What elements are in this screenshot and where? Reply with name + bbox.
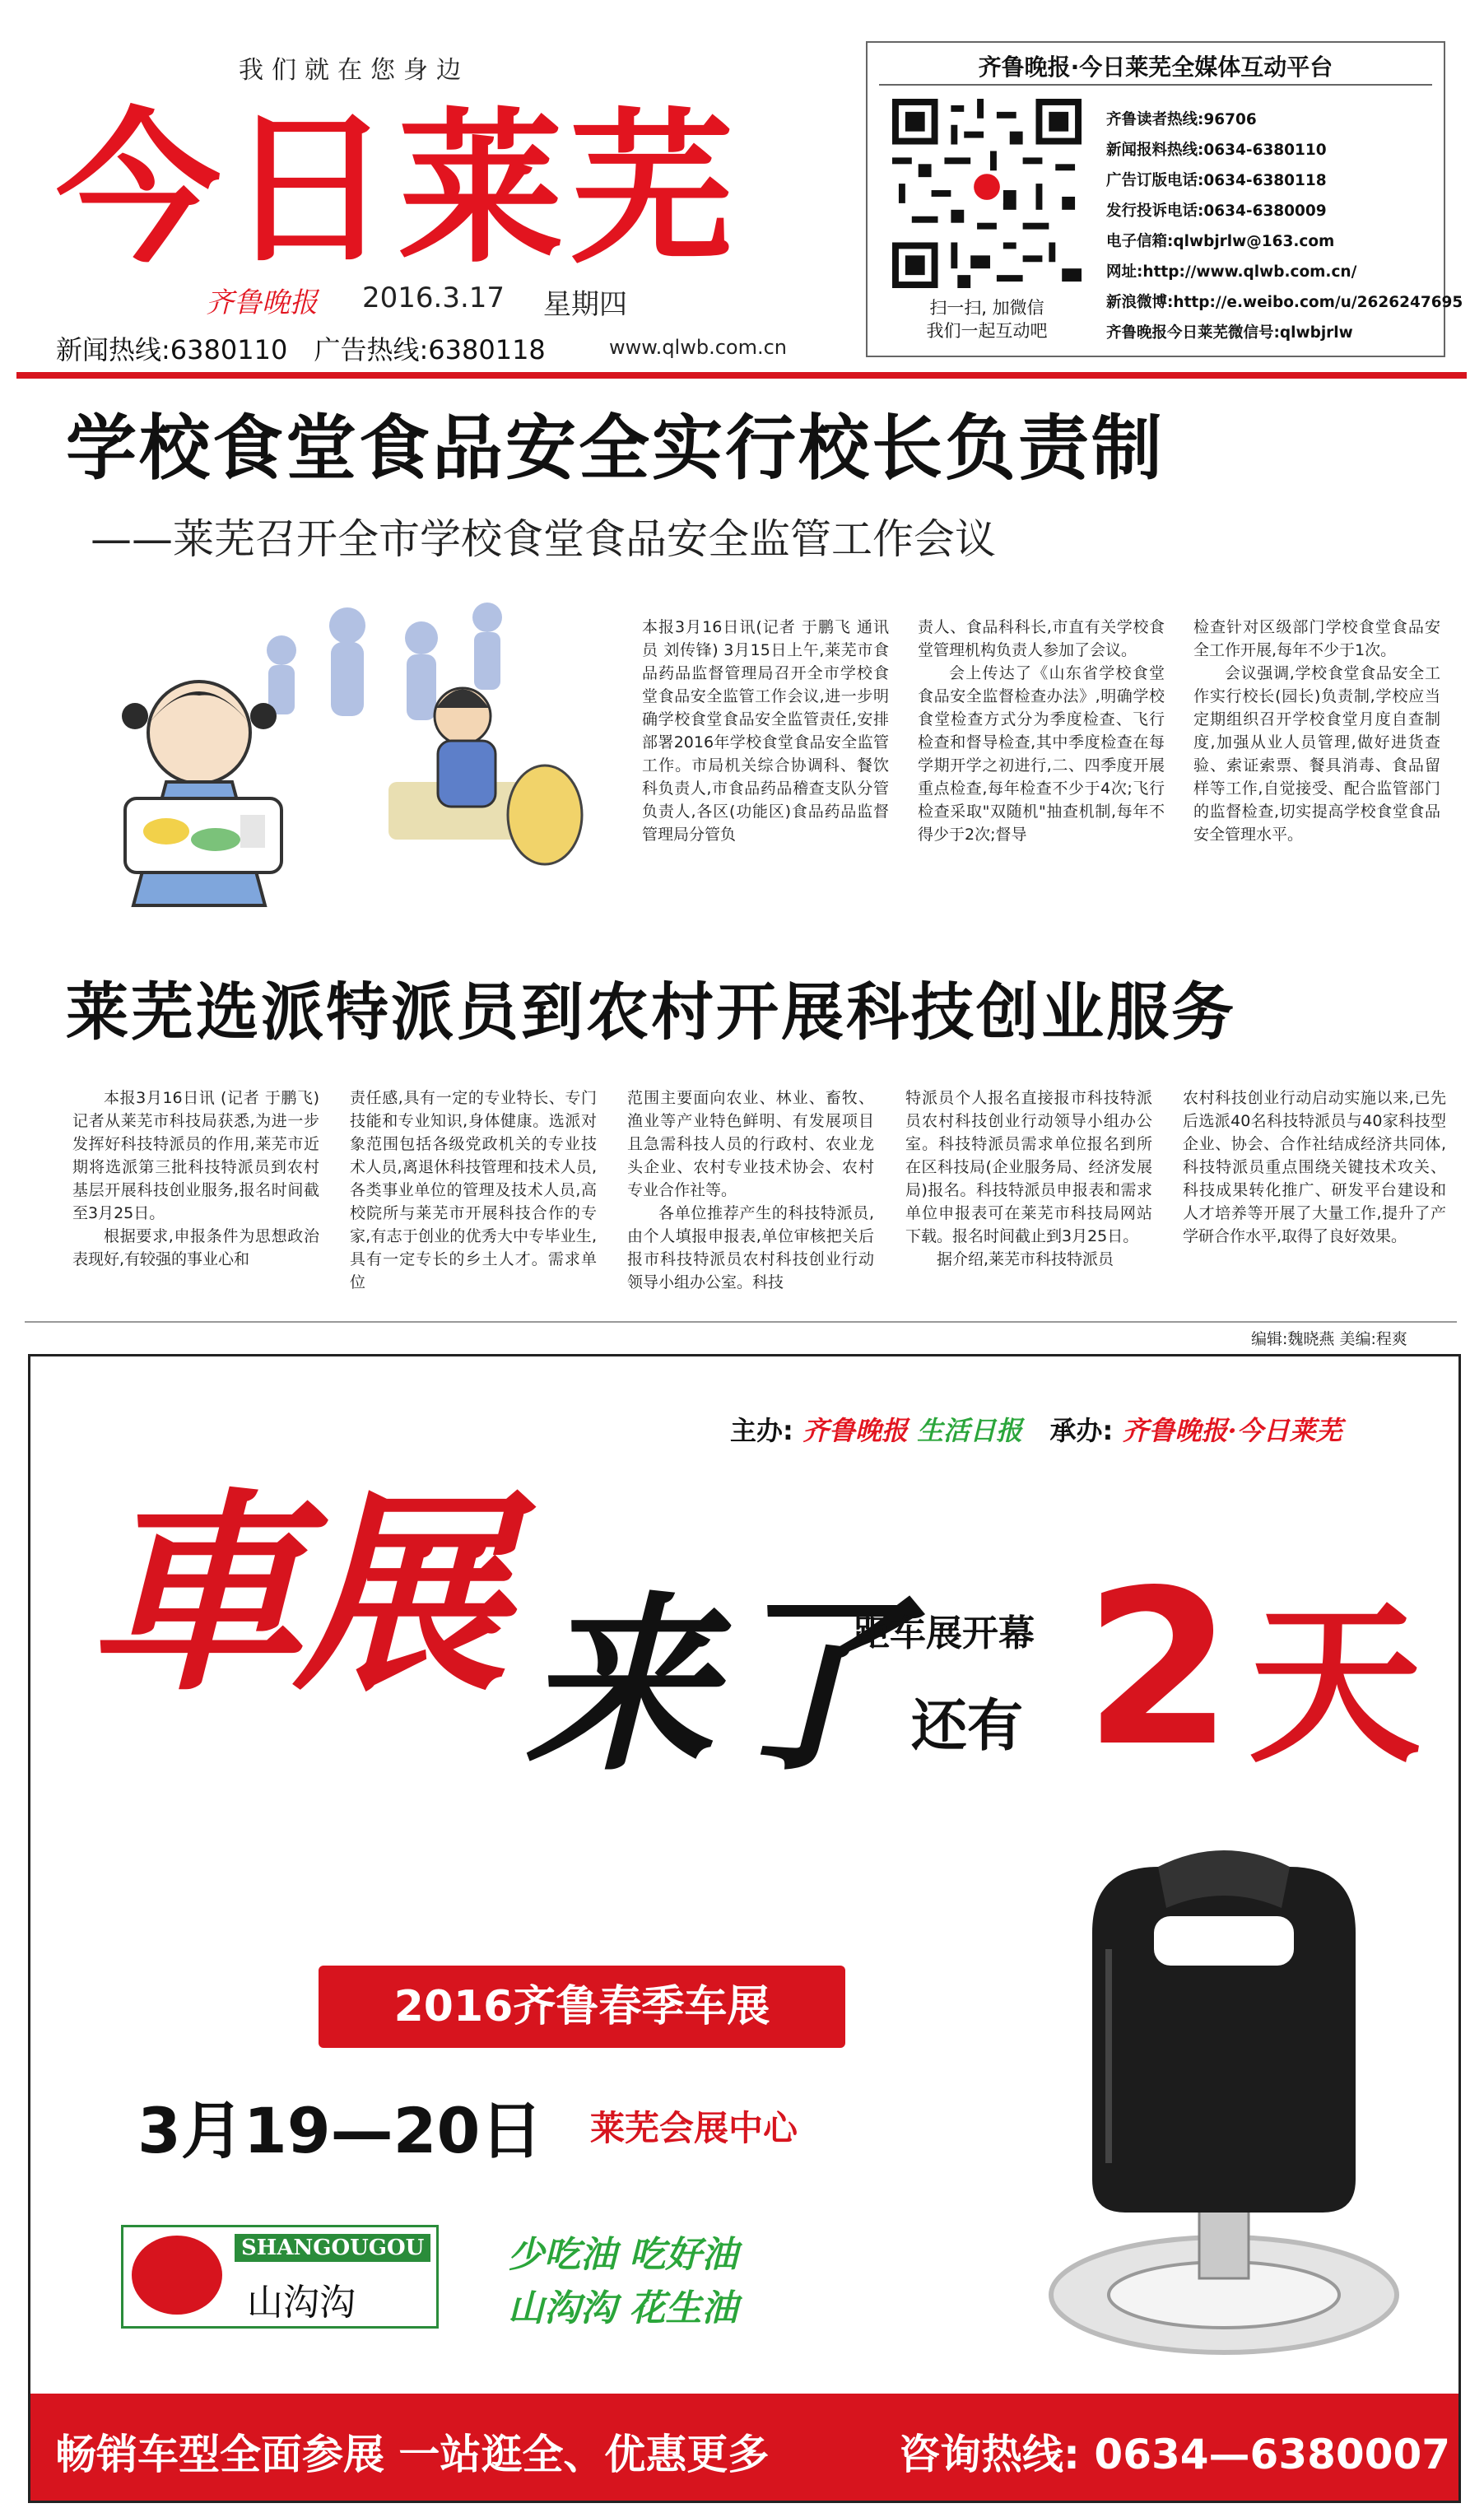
co-label: 承办: [1049,1415,1114,1446]
show-venue: 莱芜会展中心 [590,2108,798,2148]
panel-title: 齐鲁晚报·今日莱芜全媒体互动平台 [978,54,1333,81]
story1-subhead: ——莱芜召开全市学校食堂食品安全监管工作会议 [91,515,996,563]
qr-caption [884,296,1090,342]
qr-caption-line: 扫一扫, 加微信 [929,298,1044,318]
contact-item[interactable]: 电子信箱:qlwbjrlw@163.com [1106,233,1335,250]
paragraph: 据介绍,莱芜市科技特派员 [937,1250,1114,1268]
host-label: 主办: [730,1415,793,1446]
paragraph: 责人、食品科科长,市直有关学校食堂管理机构负责人参加了会议。 [918,618,1165,659]
contact-item: 新闻报料热线:0634-6380110 [1106,142,1327,159]
paragraph: 责任感,具有一定的专业特长、专门技能和专业知识,身体健康。选派对象范围包括各级党政机关的专业技术人员,离退休科技管理和技术人员,各类事业单位的管理及技术人员,高校院所与莱芜市开展科技合作的专家,有志于创业的优秀大中专毕业生,具有一定专长的乡土人才。需求单位 [350,1089,597,1291]
story1-column [918,616,1165,846]
contact-item: 广告订版电话:0634-6380118 [1106,172,1327,189]
ad-hotline: 广告热线:6380118 [314,334,546,365]
car-show-ad[interactable] [28,1354,1461,2503]
media-panel [866,41,1463,357]
countdown-unit: 天 [1249,1584,1422,1786]
story2-column [627,1086,874,1294]
brand-subtitle: 齐鲁晚报 [206,286,318,319]
story1-column [1193,616,1440,846]
ad-footer-bar [30,2394,1458,2501]
masthead-divider [16,372,1467,379]
editor-credit: 编辑:魏晓燕 美编:程爽 [1251,1330,1407,1348]
story2-column [72,1086,319,1271]
news-hotline: 新闻热线:6380110 [56,334,288,365]
issue-weekday: 星期四 [543,288,627,321]
sponsor-name-cn: 山沟沟 [247,2282,356,2324]
hotlines [56,329,564,367]
contact-item: 齐鲁读者热线:96706 [1106,111,1257,128]
calligraphy-coming: 来了 [524,1575,903,1797]
sponsor-emblem-icon [132,2236,222,2315]
paragraph: 检查针对区级部门学校食堂食品安全工作开展,每年不少于1次。 [1193,618,1440,659]
qr-caption-line: 我们一起互动吧 [926,321,1048,341]
countdown-middle: 还有 [911,1694,1024,1759]
story1-column [642,616,889,846]
car-key-icon [1018,1834,1405,2361]
website-link[interactable]: www.qlwb.com.cn [609,336,787,359]
story2-column [905,1086,1152,1271]
paragraph: 本报3月16日讯(记者 于鹏飞 通讯员 刘传锋) 3月15日上午,莱芜市食品药品监督管理局召开全市学校食堂食品安全监管工作会议,进一步明确学校食堂食品安全监管责任,安排部署2016年学校食堂食品安全监管工作。市局机关综合协调科、餐饮科负责人,市食品药品稽查支队分管负责人,各区(功能区)食品药品监督管理局分管负 [642,618,889,844]
show-name-badge: 2016齐鲁春季车展 [319,1966,845,2048]
cafeteria-illustration [76,593,602,922]
paragraph: 会上传达了《山东省学校食堂食品安全监督检查办法》,明确学校食堂检查方式分为季度检查、飞行检查和督导检查,其中季度检查在每学期开学之初进行,二、四季度开展重点检查,每年检查不少于4次;飞行检查采取"双随机"抽查机制,每年不得少于2次;督导 [918,664,1165,844]
newspaper-logo: 今日莱芜 [56,92,742,286]
co-organizer: 齐鲁晚报·今日莱芜 [1122,1415,1342,1446]
ad-hotline[interactable]: 咨询热线: 0634—6380007 [899,2431,1451,2478]
paragraph: 农村科技创业行动启动实施以来,已先后选派40名科技特派员与40家科技型企业、协会、合作社结成经济共同体,科技特派员重点围绕关键技术攻关、科技成果转化推广、研发平台建设和人才培养等开展了大量工作,提升了产学研合作水平,取得了良好效果。 [1183,1089,1446,1245]
contact-item: 发行投诉电话:0634-6380009 [1106,202,1327,220]
masthead-slogan: 我们就在您身边 [239,56,469,85]
host-2: 生活日报 [917,1415,1023,1446]
issue-date: 2016.3.17 [362,282,505,314]
sponsor-slogan: 少吃油 吃好油 [508,2234,738,2276]
contact-item: 齐鲁晚报今日莱芜微信号:qlwbjrlw [1106,324,1353,342]
paragraph: 范围主要面向农业、林业、畜牧、渔业等产业特色鲜明、有发展项目且急需科技人员的行政村、农业龙头企业、农村专业技术协会、农村专业合作社等。 [627,1089,874,1199]
calligraphy-car-show: 車展 [88,1469,500,1720]
host-1: 齐鲁晚报 [802,1415,908,1446]
story1-headline: 学校食堂食品安全实行校长负责制 [66,407,1165,490]
qr-code-icon[interactable] [892,99,1082,288]
sponsor-name-en: SHANGOUGOU [235,2234,430,2262]
story2-column [1183,1086,1446,1248]
show-dates: 3月19—20日 [137,2094,543,2167]
contact-list [1106,105,1463,348]
paragraph: 会议强调,学校食堂食品安全工作实行校长(园长)负责制,学校应当定期组织召开学校食堂月度自查制度,加强从业人员管理,做好进货查验、索证索票、餐具消毒、食品留样等工作,自觉接受、配合监管部门的监督检查,切实提高学校食堂食品安全管理水平。 [1193,664,1440,844]
contact-item[interactable]: 新浪微博:http://e.weibo.com/u/2626247695 [1106,294,1463,311]
paragraph: 根据要求,申报条件为思想政治表现好,有较强的事业心和 [72,1227,319,1268]
organizers [730,1410,1342,1448]
story2-column [350,1086,597,1294]
section-divider [25,1321,1457,1323]
countdown-prefix: 距车展开幕 [854,1612,1035,1654]
story2-headline: 莱芜选派特派员到农村开展科技创业服务 [66,975,1236,1049]
paragraph: 本报3月16日讯 (记者 于鹏飞) 记者从莱芜市科技局获悉,为进一步发挥好科技特派员的作用,莱芜市近期将选派第三批科技特派员到农村基层开展科技创业服务,报名时间截至3月25日。 [72,1089,319,1222]
ad-footer-text: 畅销车型全面参展 一站逛全、优惠更多 [55,2431,770,2478]
paragraph: 特派员个人报名直接报市科技特派员农村科技创业行动领导小组办公室。科技特派员需求单位报名到所在区科技局(企业服务局、经济发展局)报名。科技特派员申报表和需求单位申报表可在莱芜市科技局网站下载。报名时间截止到3月25日。 [905,1089,1152,1245]
panel-divider [879,84,1432,86]
sponsor-slogan: 山沟沟 花生油 [508,2287,738,2329]
paragraph: 各单位推荐产生的科技特派员,由个人填报申报表,单位审核把关后报市科技特派员农村科技创业行动领导小组办公室。科技 [627,1204,874,1291]
countdown-number: 2 [1084,1545,1233,1794]
sponsor-logo-box [121,2225,439,2329]
contact-item[interactable]: 网址:http://www.qlwb.com.cn/ [1106,263,1357,281]
